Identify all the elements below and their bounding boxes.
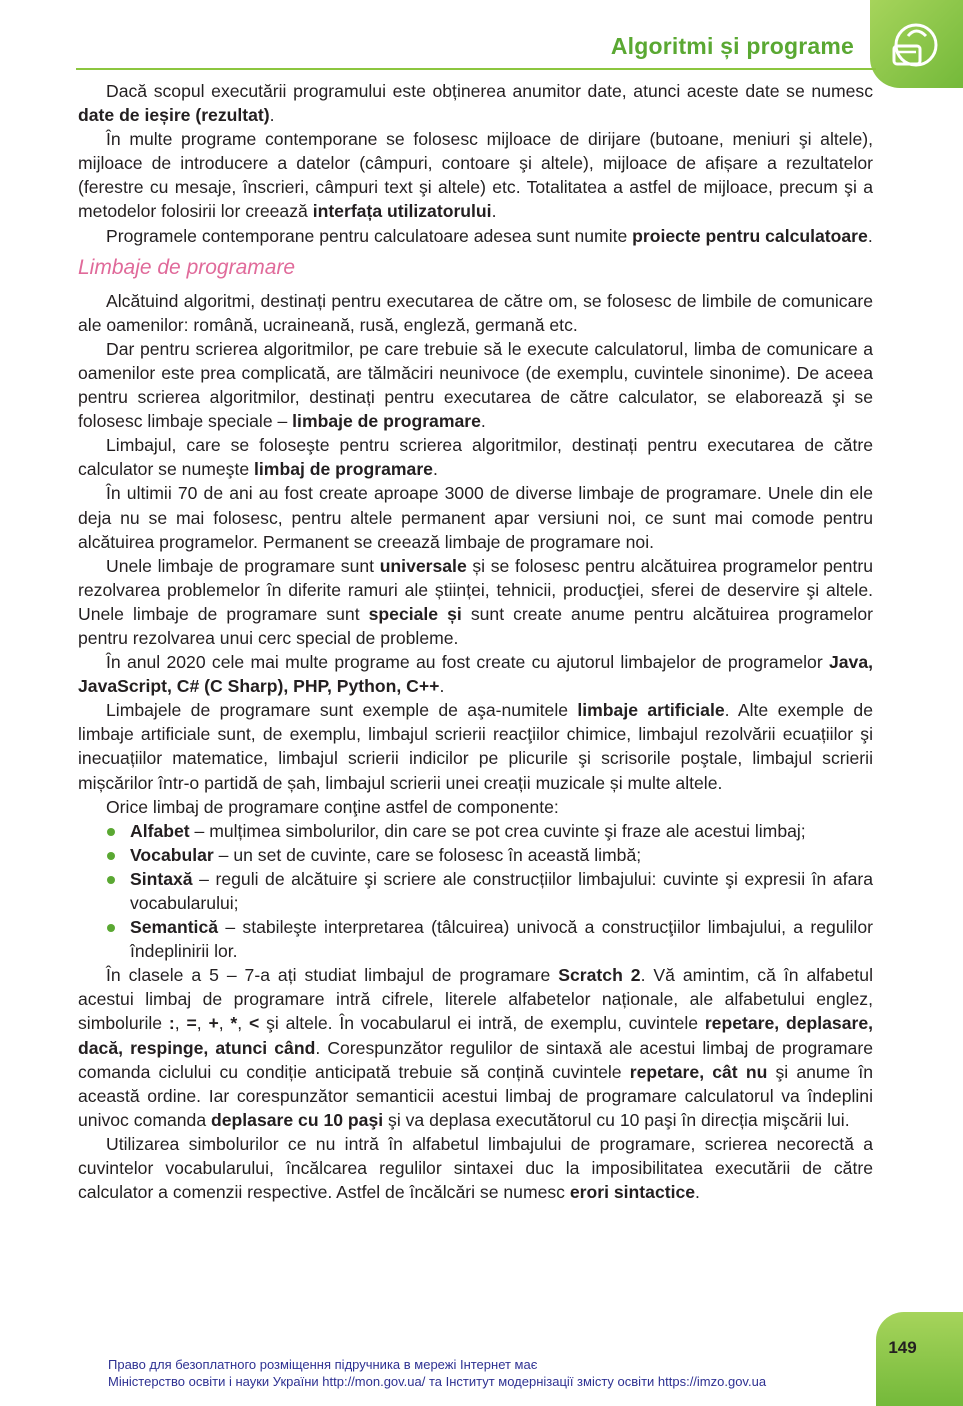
paragraph-universal-special: Unele limbaje de programare sunt universale și se folosesc pentru alcătuirea programelor pentru rezolvarea problemelor în diferite ramuri ale științei, tehnicii, producţiei, sferei de deservire şi altele. Unele limbaje de programare sunt speciale și sunt create anume pentru alcătuirea programelor pentru rezolvarea unui cerc special de probleme. [78,555,873,648]
paragraph-scratch: În clasele a 5 – 7-a ați studiat limbajul de programare Scratch 2. Vă amintim, că în alfabetul acestui limbaj de programare intră cifrele, literele alfabetelor naționale, ale alfabetului englez, simbolurile :, =, +, *, < şi altele. În vocabularul ei intră, de exemplu, cuvintele repetare, deplasare, dacă, respinge, atunci când. Corespunzător regulilor de sintaxă ale acestui limbaj de programare comanda ciclului cu condiție anticipată trebuie să conțină cuvintele repetare, cât nu şi anume în această ordine. Iar corespunzător semanticii acestui limbaj de programare calculatorul va îndeplini univoc comanda deplasare cu 10 paşi şi va deplasa executătorul cu 10 paşi în direcția mişcării lui. [78,965,873,1130]
corner-tab [870,0,963,88]
list-item: Sintaxă – reguli de alcătuire şi scriere ale construcțiilor limbajului: cuvinte şi expresii în afara vocabularului; [78,867,873,915]
bullet-icon [107,924,115,932]
chapter-title: Algoritmi și programe [610,33,854,59]
paragraph-history: În ultimii 70 de ani au fost create aproape 3000 de diverse limbaje de programare. Unele din ele deja nu se mai folosesc, pentru altele permanent apar versiuni noi, ce sunt mai comode pentru alcătuirea programelor. Permanent se creează limbaje de programare noi. [78,483,873,552]
footer-line-2: Міністерство освіти і науки України http://mon.gov.ua/ та Інститут модернізації змісту освіти https://imzo.gov.ua [108,1374,767,1389]
page-number-tab [876,1312,963,1406]
footer-notice [108,1356,868,1390]
bullet-icon [107,852,115,860]
footer-line-1: Право для безоплатного розміщення підручника в мережі Інтернет має [108,1357,538,1372]
paragraph-output-data: Dacă scopul executării programului este obținerea anumitor date, atunci aceste date se numesc date de ieșire (rezultat). [78,81,873,126]
paragraph-popular-languages: În anul 2020 cele mai multe programe au fost create cu ajutorul limbajelor de programelor Java, JavaScript, C# (C Sharp), PHP, Python, C++. [78,652,873,697]
components-list [78,819,873,964]
list-item: Vocabular – un set de cuvinte, care se folosesc în această limbă; [78,843,873,867]
paragraph-user-interface: În multe programe contemporane se folosesc mijloace de dirijare (butoane, meniuri şi altele), mijloace de introducere a datelor (câmpuri, contoare şi altele), mijloace de afișare a rezultatelor (ferestre cu mesaje, înscrieri, câmpuri text şi altele) etc. Totalitatea a astfel de mijloace, precum şi a metodelor folosirii lor creează interfața utilizatorului. [78,129,873,222]
list-item: Semantică – stabileşte interpretarea (tâlcuirea) univocă a construcţiilor limbajului, a regulilor îndeplinirii lor. [78,915,873,963]
section-heading: Limbaje de programare [78,255,296,279]
bullet-icon [107,876,115,884]
header-divider [76,68,876,70]
paragraph-components-intro: Orice limbaj de programare conţine astfel de componente: [106,796,559,817]
page-body [78,79,873,1204]
bullet-icon [107,828,115,836]
page-number: 149 [888,1338,917,1357]
paragraph-human-languages: Alcătuind algoritmi, destinați pentru executarea de către om, se folosesc de limbile de comunicare ale oamenilor: română, ucraineană, rusă, engleză, germană etc. [78,290,873,335]
paragraph-computer-projects: Programele contemporane pentru calculatoare adesea sunt numite proiecte pentru calculatoare. [106,225,873,246]
paragraph-definition: Limbajul, care se foloseşte pentru scrierea algoritmilor, destinați pentru executarea de către calculator se numeşte limbaj de programare. [78,435,873,480]
computer-touch-icon [886,18,946,72]
paragraph-syntax-errors: Utilizarea simbolurilor ce nu intră în alfabetul limbajului de programare, scrierea necorectă a cuvintelor vocabularului, încălcarea regulilor sintaxei duc la imposibilitatea executării de către calculator a comenzii respective. Astfel de încălcări se numesc erori sintactice. [78,1133,873,1203]
paragraph-programming-languages: Dar pentru scrierea algoritmilor, pe care trebuie să le execute calculatorul, limba de comunicare a oamenilor este prea complicată, are tălmăciri neunivoce (de exemplu, cuvintele sinonime). De aceea pentru scrierea algoritmilor, destinați pentru executarea de către calculator, se elaborează şi se folosesc limbaje speciale – limbaje de programare. [78,338,873,432]
list-item: Alfabet – mulțimea simbolurilor, din care se pot crea cuvinte şi fraze ale acestui limbaj; [78,819,873,843]
paragraph-artificial-languages: Limbajele de programare sunt exemple de aşa-numitele limbaje artificiale. Alte exemple de limbaje artificiale sunt, de exemplu, limbajul scrierii reacţiilor chimice, limbajul rezolvării ecuațiilor şi inecuațiilor matematice, limbajul scrierii indicilor pe plicurile şi scrisorile poştale, limbajul scrierii mișcărilor într-o partidă de șah, limbajul scrierii unei creații muzicale și multe altele. [78,700,873,793]
